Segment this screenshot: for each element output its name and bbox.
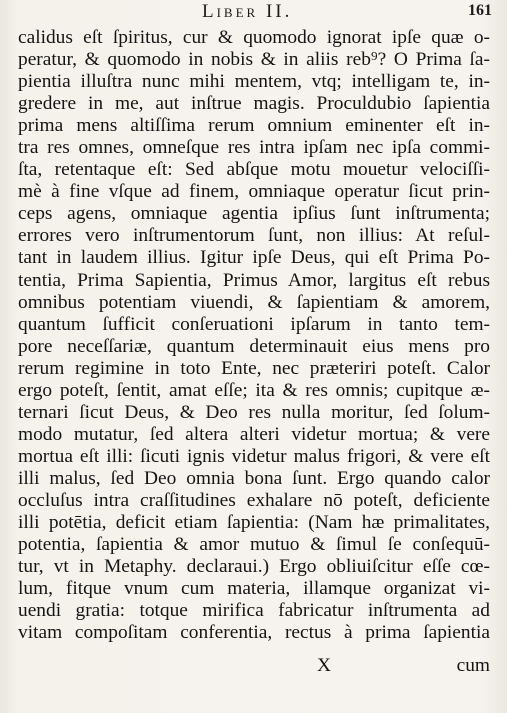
text-line: tant in laudem illius. Igitur ipſe Deus, qui eſt Prima Po- <box>18 247 490 269</box>
text-line: occluſus intra craſſitudines exhalare nō poteſt, deficiente <box>18 489 490 511</box>
text-line: pientia illuſtra nunc mihi mentem, vtq; intelligam te, in- <box>18 71 490 93</box>
text-line: rerum regimine in toto Ente, nec præteriri poteſt. Calor <box>18 357 490 379</box>
text-line: mortua eſt illi: ſicuti ignis videtur malus frigori, & vere eſt <box>18 445 490 467</box>
page-header <box>0 0 507 26</box>
text-line: potentia, ſapientia & amor mutuo & ſimul ſe conſequū- <box>18 534 490 556</box>
text-line: tentia, Prima Sapientia, Primus Amor, largitus eſt rebus <box>18 269 490 291</box>
text-line: gredere in me, aut inſtrue magis. Proculdubio ſapientia <box>18 93 490 115</box>
text-line: ternari ſicut Deus, & Deo res nulla moritur, ſed ſolum- <box>18 401 490 423</box>
signature-mark: X <box>317 655 332 676</box>
text-line: illi potētia, deficit etiam ſapientia: (Nam hæ primalitates, <box>18 512 490 534</box>
text-line: prima mens altiſſima rerum omnium eminenter eſt in- <box>18 115 490 137</box>
text-line: tur, vt in Metaphy. declaraui.) Ergo obliuiſcitur eſſe cœ- <box>18 556 490 578</box>
text-line: lum, fitque vnum cum materia, illamque organizat vi- <box>18 578 490 600</box>
text-line: quantum ſufficit conſeruationi ipſarum in tanto tem- <box>18 313 490 335</box>
text-line: peratur, & quomodo in nobis & in aliis reb⁹? O Prima ſa- <box>18 49 490 71</box>
running-head: Liber II. <box>202 1 293 22</box>
text-line: ceps agens, omniaque agentia ipſius ſunt inſtrumenta; <box>18 203 490 225</box>
text-line: calidus eſt ſpiritus, cur & quomodo ignorat ipſe quæ o- <box>18 27 490 48</box>
text-line: vitam compoſitam conferentia, rectus à prima ſapientia <box>18 622 490 644</box>
text-line: omnibus potentiam viuendi, & ſapientiam & amorem, <box>18 291 490 313</box>
text-line: uendi gratia: totque mirifica fabricatur inſtrumenta ad <box>18 600 490 622</box>
text-line: errores vero inſtrumentorum ſunt, non illius: At reſul- <box>18 225 490 247</box>
catchword: cum <box>456 655 490 676</box>
text-line: pore neceſſariæ, quantum determinauit eius mens pro <box>18 335 490 357</box>
text-line: modo mutatur, ſed altera alteri videtur mortua; & vere <box>18 423 490 445</box>
text-line: tra res omnes, omneſque res intra ipſam nec ipſa commi- <box>18 137 490 159</box>
page-footer <box>0 655 507 679</box>
text-line: ergo poteſt, ſentit, amat eſſe; ita & res omnis; cupitque æ- <box>18 379 490 401</box>
body-text <box>18 27 490 644</box>
text-line: ſta, retentaque eſt: Sed abſque motu mouetur velociſſi- <box>18 159 490 181</box>
text-line: mè à fine vſque ad finem, omniaque operatur ſicut prin- <box>18 181 490 203</box>
text-line: illi malus, ſed Deo omnia bona ſunt. Ergo quando calor <box>18 467 490 489</box>
page-number: 161 <box>468 2 492 19</box>
